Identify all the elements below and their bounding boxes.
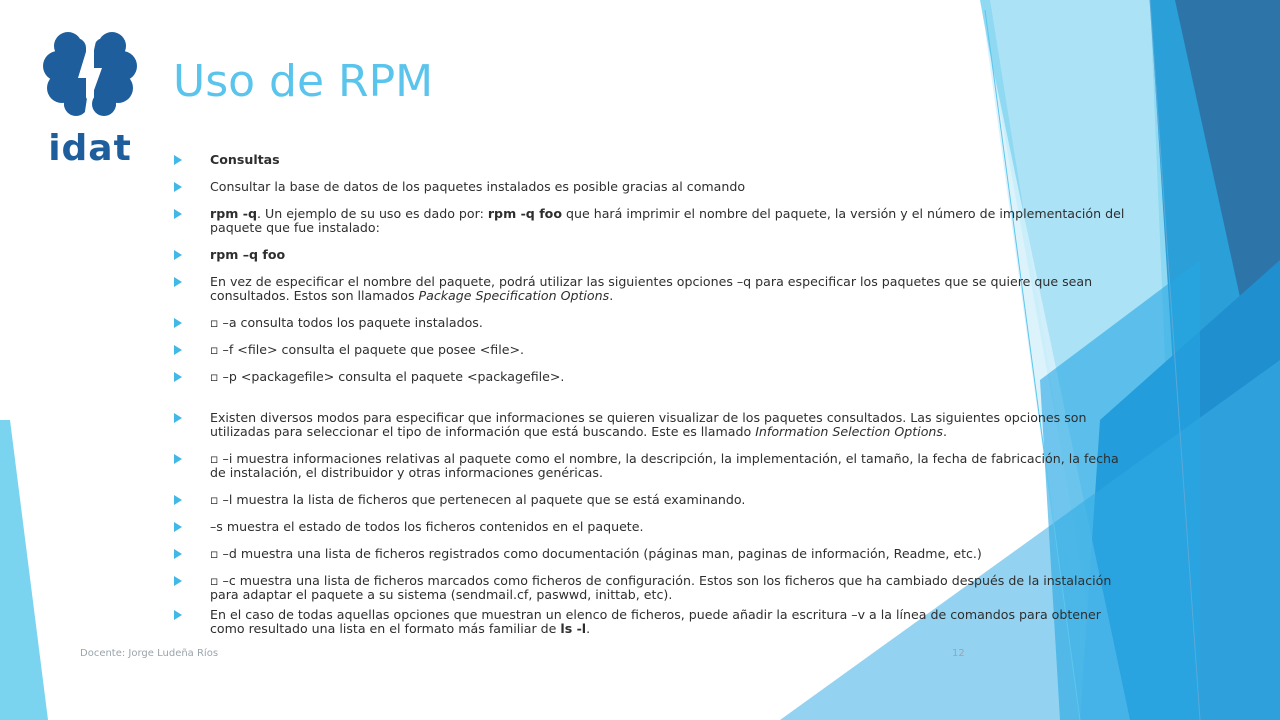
list-item: ▫ –d muestra una lista de ficheros registrados como documentación (páginas man, paginas de información, Readme, etc.) <box>174 547 1134 561</box>
bullet-arrow-icon <box>174 495 182 505</box>
list-item: En el caso de todas aquellas opciones que muestran un elenco de ficheros, puede añadir la escritura –v a la línea de comandos para obtener como resultado una lista en el formato más familiar de ls -l. <box>174 608 1134 636</box>
bullet-arrow-icon <box>174 318 182 328</box>
bullet-arrow-icon <box>174 522 182 532</box>
bullet-arrow-icon <box>174 549 182 559</box>
list-item: Consultar la base de datos de los paquetes instalados es posible gracias al comando <box>174 180 1134 194</box>
bullet-arrow-icon <box>174 250 182 260</box>
list-item: ▫ –i muestra informaciones relativas al paquete como el nombre, la descripción, la implementación, el tamaño, la fecha de fabricación, la fecha de instalación, el distribuidor y otras informaciones genéricas. <box>174 452 1134 480</box>
bullet-arrow-icon <box>174 610 182 620</box>
bullet-arrow-icon <box>174 345 182 355</box>
bullet-arrow-icon <box>174 155 182 165</box>
list-item: rpm -q. Un ejemplo de su uso es dado por: rpm -q foo que hará imprimir el nombre del paquete, la versión y el número de implementación del paquete que fue instalado: <box>174 207 1134 235</box>
list-item: rpm –q foo <box>174 248 1134 262</box>
page-title: Uso de RPM <box>173 56 434 107</box>
bullet-arrow-icon <box>174 209 182 219</box>
footer-author: Docente: Jorge Ludeña Ríos <box>80 648 219 659</box>
list-item: ▫ –p <packagefile> consulta el paquete <packagefile>. <box>174 370 1134 384</box>
list-item: ▫ –c muestra una lista de ficheros marcados como ficheros de configuración. Estos son los ficheros que ha cambiado después de la instalación para adaptar el paquete a su sistema (sendmail.cf, paswwd, inittab, etc). <box>174 574 1134 602</box>
list-item: En vez de especificar el nombre del paquete, podrá utilizar las siguientes opciones –q para especificar los paquetes que se quiere que sean consultados. Estos son llamados Package Specification Options. <box>174 275 1134 303</box>
bullet-arrow-icon <box>174 576 182 586</box>
bullet-arrow-icon <box>174 413 182 423</box>
bullet-arrow-icon <box>174 277 182 287</box>
content-list <box>174 153 1134 636</box>
bullet-arrow-icon <box>174 182 182 192</box>
list-item: Existen diversos modos para especificar que informaciones se quieren visualizar de los paquetes consultados. Las siguientes opciones son utilizadas para seleccionar el tipo de información que está buscando. Este es llamado Information Selection Options. <box>174 411 1134 439</box>
brain-bolt-icon <box>40 24 140 124</box>
list-item: –s muestra el estado de todos los ficheros contenidos en el paquete. <box>174 520 1134 534</box>
logo-text: idat <box>48 128 132 169</box>
bullet-arrow-icon <box>174 454 182 464</box>
bullet-arrow-icon <box>174 372 182 382</box>
list-item: Consultas <box>174 153 1134 167</box>
page-number: 12 <box>952 648 965 659</box>
list-item: ▫ –a consulta todos los paquete instalados. <box>174 316 1134 330</box>
idat-logo <box>40 24 140 169</box>
list-item: ▫ –f <file> consulta el paquete que posee <file>. <box>174 343 1134 357</box>
list-item: ▫ –l muestra la lista de ficheros que pertenecen al paquete que se está examinando. <box>174 493 1134 507</box>
